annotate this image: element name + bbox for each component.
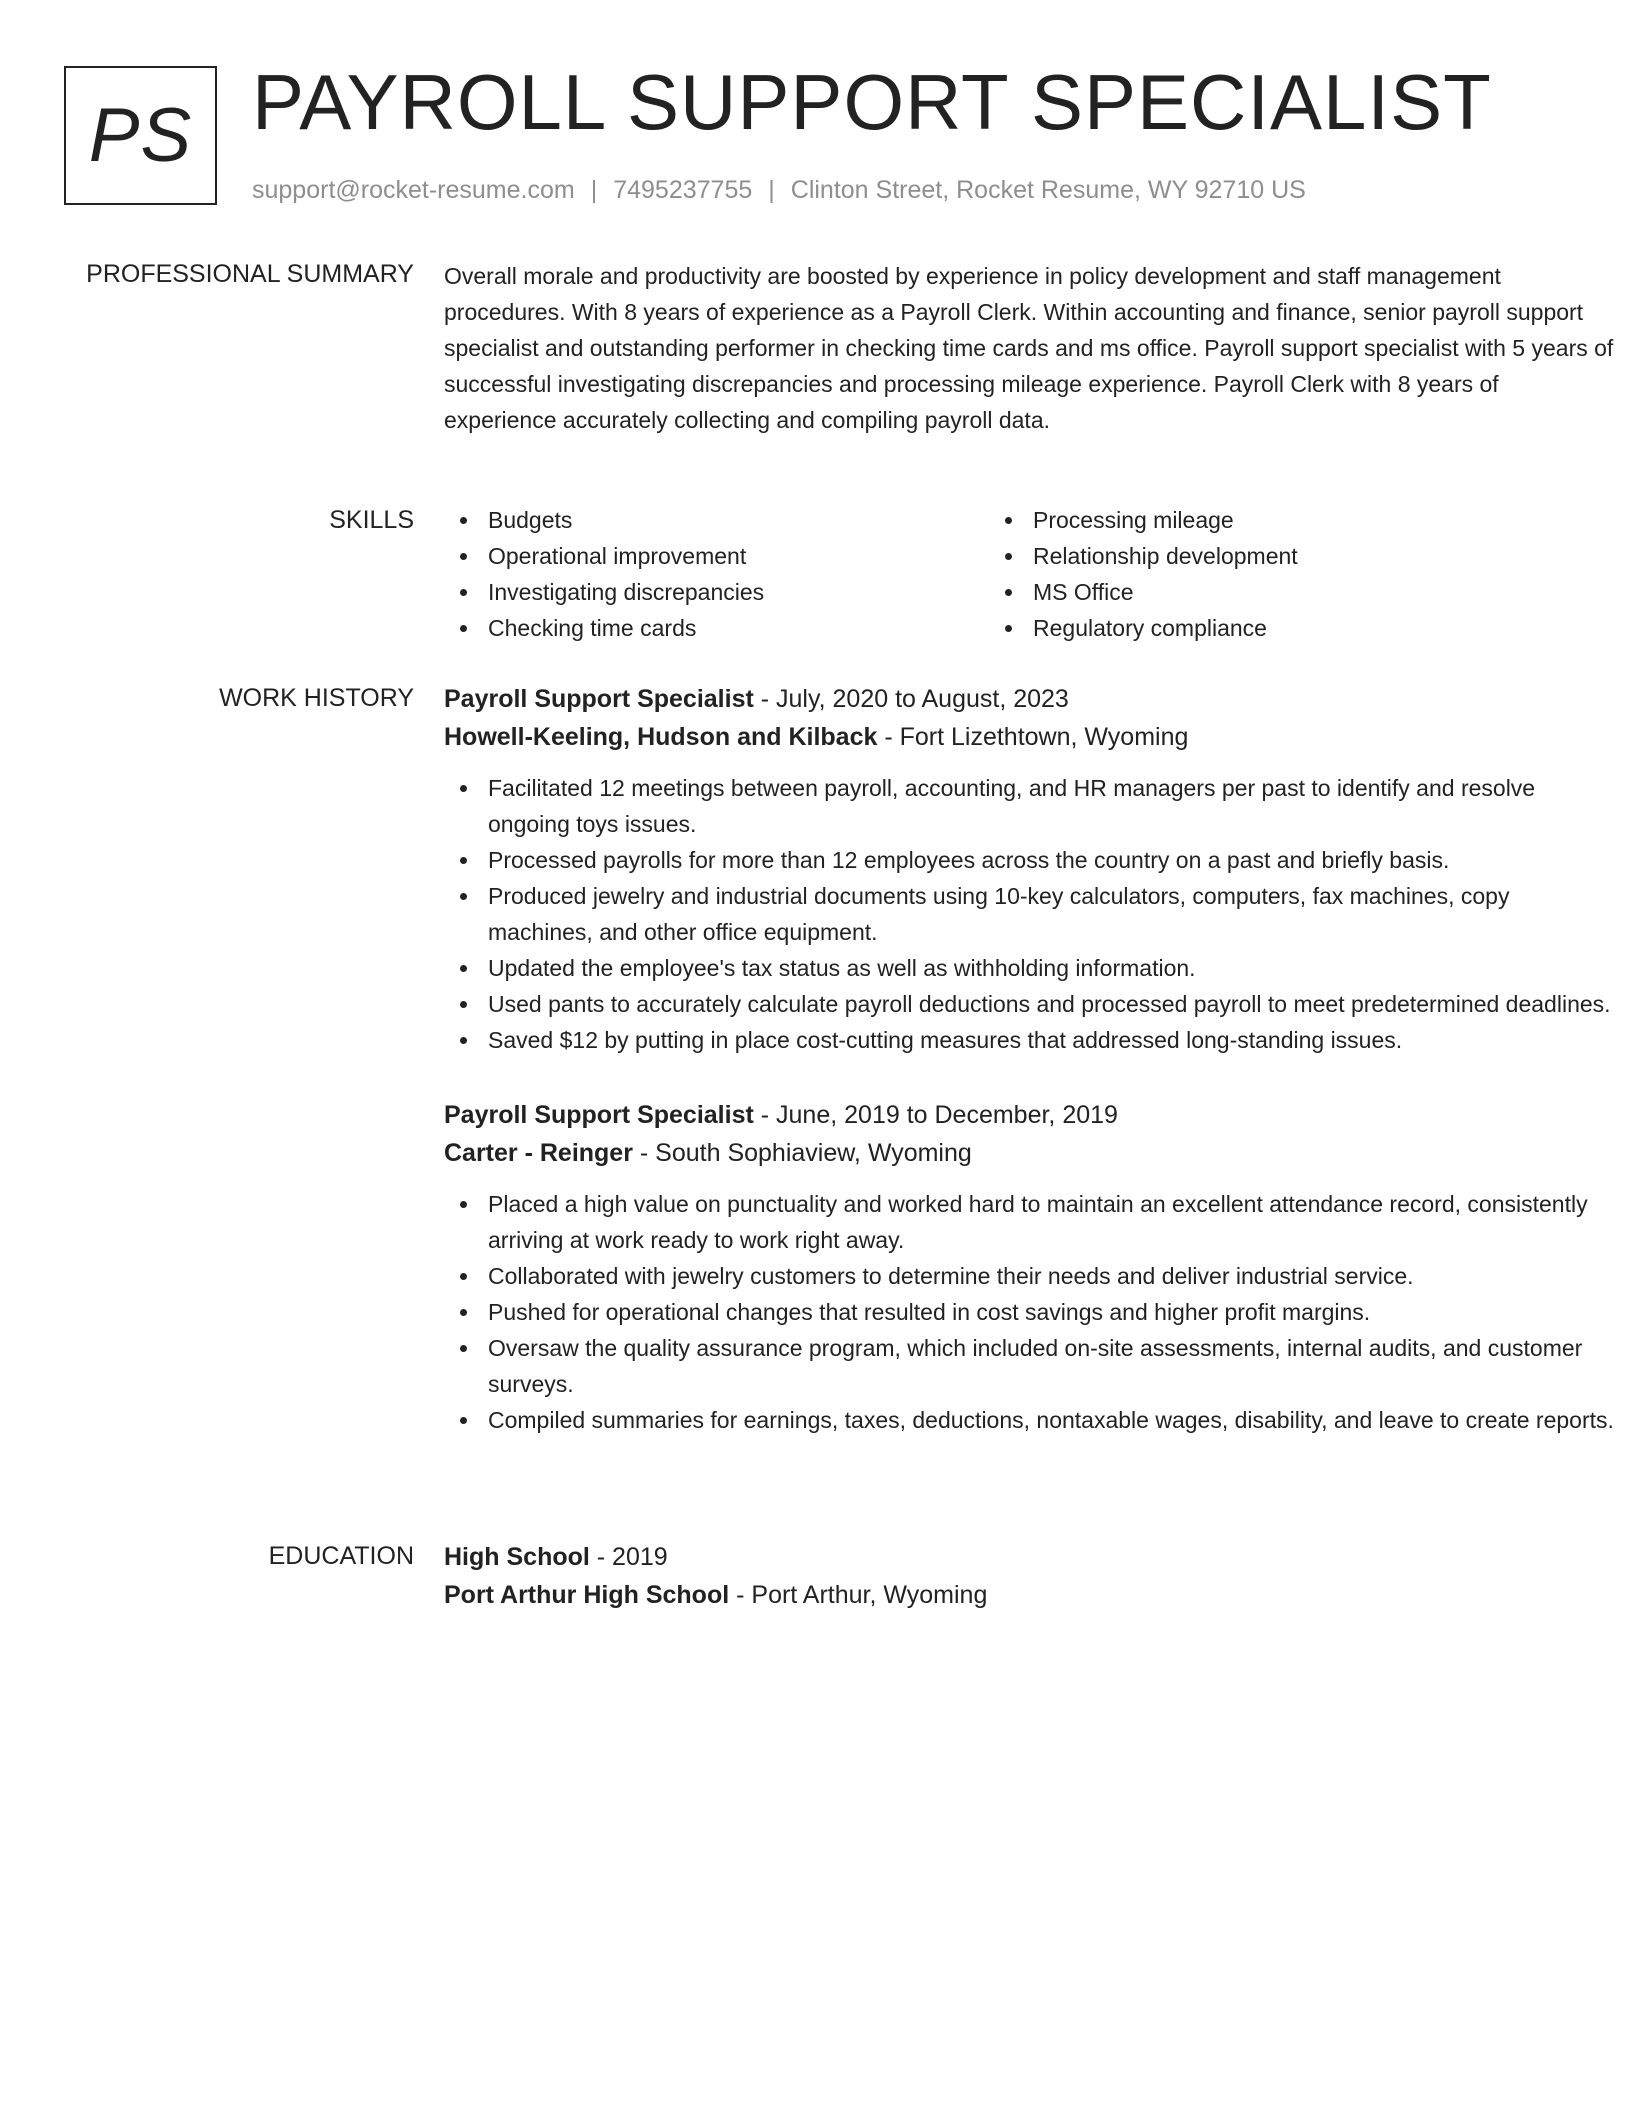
job-bullets (444, 770, 1614, 1058)
job-bullet: Used pants to accurately calculate payroll deductions and processed payroll to meet predetermined deadlines. (444, 986, 1614, 1022)
job-bullet: Pushed for operational changes that resulted in cost savings and higher profit margins. (444, 1294, 1614, 1330)
summary-heading: PROFESSIONAL SUMMARY (86, 260, 414, 288)
work-history-heading: WORK HISTORY (219, 684, 414, 712)
contact-separator: | (768, 176, 775, 204)
job-location: - South Sophiaview, Wyoming (632, 1139, 972, 1167)
education-degree-line (444, 1538, 1614, 1576)
job-bullet: Collaborated with jewelry customers to determine their needs and deliver industrial service. (444, 1258, 1614, 1294)
job-bullet: Updated the employee's tax status as well as withholding information. (444, 950, 1614, 986)
education-degree: High School (444, 1543, 590, 1571)
job-entry (444, 680, 1614, 1058)
skill-item: Budgets (444, 502, 989, 538)
job-title-line (444, 680, 1614, 718)
job-bullet: Placed a high value on punctuality and worked hard to maintain an excellent attendance record, consistently arriving at work ready to work right away. (444, 1186, 1614, 1258)
education-year: - 2019 (589, 1543, 668, 1571)
job-title-line (444, 1096, 1614, 1134)
skill-item: Regulatory compliance (989, 610, 1534, 646)
monogram-logo: PS (64, 66, 217, 205)
contact-address: Clinton Street, Rocket Resume, WY 92710 US (790, 176, 1306, 204)
job-company: Carter - Reinger (444, 1139, 633, 1167)
summary-text: Overall morale and productivity are boosted by experience in policy development and staff management procedures. With 8 years of experience as a Payroll Clerk. Within accounting and finance, senior payroll support specialist and outstanding performer in checking time cards and ms office. Payroll support specialist with 5 years of successful investigating discrepancies and processing mileage experience. Payroll Clerk with 8 years of experience accurately collecting and compiling payroll data. (444, 263, 1614, 433)
job-title: Payroll Support Specialist (444, 1101, 754, 1129)
job-dates: - July, 2020 to August, 2023 (753, 685, 1069, 713)
skills-body (444, 502, 1614, 646)
work-history-body (444, 680, 1614, 1476)
contact-email[interactable]: support@rocket-resume.com (252, 176, 575, 204)
job-bullet: Oversaw the quality assurance program, which included on-site assessments, internal audits, and customer surveys. (444, 1330, 1614, 1402)
skill-item: Checking time cards (444, 610, 989, 646)
job-dates: - June, 2019 to December, 2019 (753, 1101, 1118, 1129)
job-company-line (444, 718, 1614, 756)
education-heading: EDUCATION (268, 1542, 414, 1570)
contact-phone[interactable]: 7495237755 (613, 176, 753, 204)
job-company-line (444, 1134, 1614, 1172)
skill-item: Processing mileage (989, 502, 1534, 538)
job-bullet: Processed payrolls for more than 12 employees across the country on a past and briefly basis. (444, 842, 1614, 878)
skills-list-right (989, 502, 1534, 646)
contact-separator: | (590, 176, 598, 204)
job-bullet: Compiled summaries for earnings, taxes, deductions, nontaxable wages, disability, and leave to create reports. (444, 1402, 1614, 1438)
education-body (444, 1538, 1614, 1614)
education-school: Port Arthur High School (444, 1581, 730, 1609)
skills-grid (444, 502, 1614, 646)
skill-item: MS Office (989, 574, 1534, 610)
skills-heading: SKILLS (329, 506, 414, 534)
job-bullet: Saved $12 by putting in place cost-cutting measures that addressed long-standing issues. (444, 1022, 1614, 1058)
contact-line (252, 175, 1306, 205)
job-location: - Fort Lizethtown, Wyoming (877, 723, 1189, 751)
page-title: PAYROLL SUPPORT SPECIALIST (252, 58, 1492, 146)
job-bullet: Facilitated 12 meetings between payroll, accounting, and HR managers per past to identify and resolve ongoing toys issues. (444, 770, 1614, 842)
skill-item: Investigating discrepancies (444, 574, 989, 610)
skill-item: Relationship development (989, 538, 1534, 574)
job-bullets (444, 1186, 1614, 1438)
education-location: - Port Arthur, Wyoming (729, 1581, 988, 1609)
skill-item: Operational improvement (444, 538, 989, 574)
job-entry (444, 1096, 1614, 1438)
summary-body (444, 258, 1614, 438)
job-title: Payroll Support Specialist (444, 685, 754, 713)
job-bullet: Produced jewelry and industrial documents using 10-key calculators, computers, fax machines, copy machines, and other office equipment. (444, 878, 1614, 950)
education-school-line (444, 1576, 1614, 1614)
skills-list-left (444, 502, 989, 646)
job-company: Howell-Keeling, Hudson and Kilback (444, 723, 878, 751)
